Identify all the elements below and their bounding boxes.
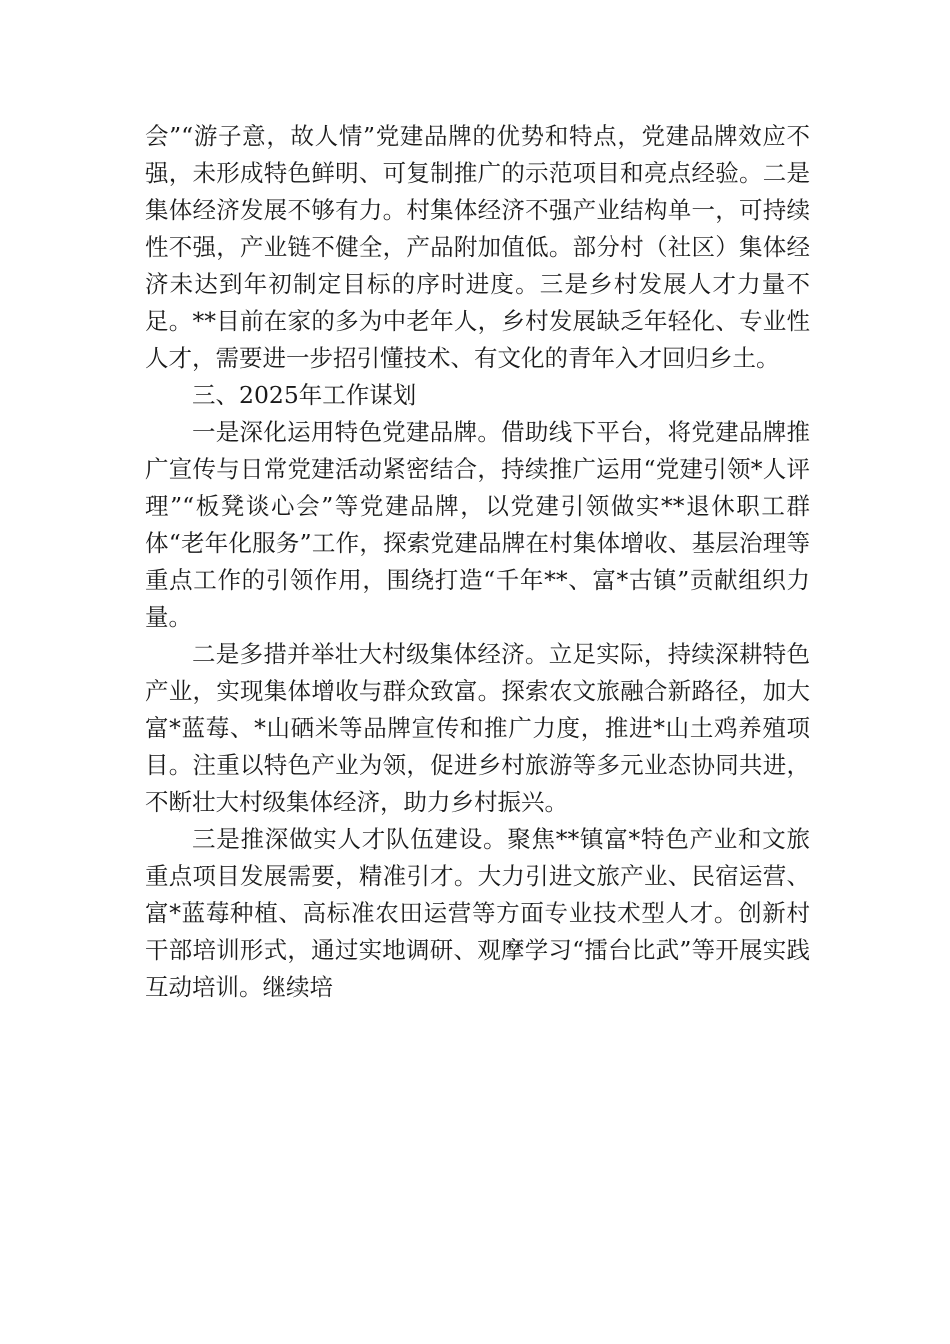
section-heading: 三、2025年工作谋划 [192,381,417,409]
plan-paragraph-1: 一是深化运用特色党建品牌。借助线下平台，将党建品牌推广宣传与日常党建活动紧密结合，持续推广运用“党建引领*人评理”“板凳谈心会”等党建品牌，以党建引领做实**退休职工群体“老年化服务”工作，探索党建品牌在村集体增收、基层治理等重点工作的引领作用，围绕打造“千年**、富*古镇”贡献组织力量。 [145,418,810,631]
document-page [145,118,810,1006]
continued-paragraph: 会”“游子意，故人情”党建品牌的优势和特点，党建品牌效应不强，未形成特色鲜明、可复制推广的示范项目和亮点经验。二是集体经济发展不够有力。村集体经济不强产业结构单一，可持续性不强，产业链不健全，产品附加值低。部分村（社区）集体经济未达到年初制定目标的序时进度。三是乡村发展人才力量不足。**目前在家的多为中老年人，乡村发展缺乏年轻化、专业性人才，需要进一步招引懂技术、有文化的青年入才回归乡土。 [145,122,810,372]
plan-paragraph-3: 三是推深做实人才队伍建设。聚焦**镇富*特色产业和文旅重点项目发展需要，精准引才。大力引进文旅产业、民宿运营、富*蓝莓种植、高标准农田运营等方面专业技术型人才。创新村干部培训形式，通过实地调研、观摩学习“擂台比武”等开展实践互动培训。继续培 [145,825,810,1001]
plan-paragraph-2: 二是多措并举壮大村级集体经济。立足实际，持续深耕特色产业，实现集体增收与群众致富。探索农文旅融合新路径，加大富*蓝莓、*山硒米等品牌宣传和推广力度，推进*山土鸡养殖项目。注重以特色产业为领，促进乡村旅游等多元业态协同共进，不断壮大村级集体经济，助力乡村振兴。 [145,640,810,816]
